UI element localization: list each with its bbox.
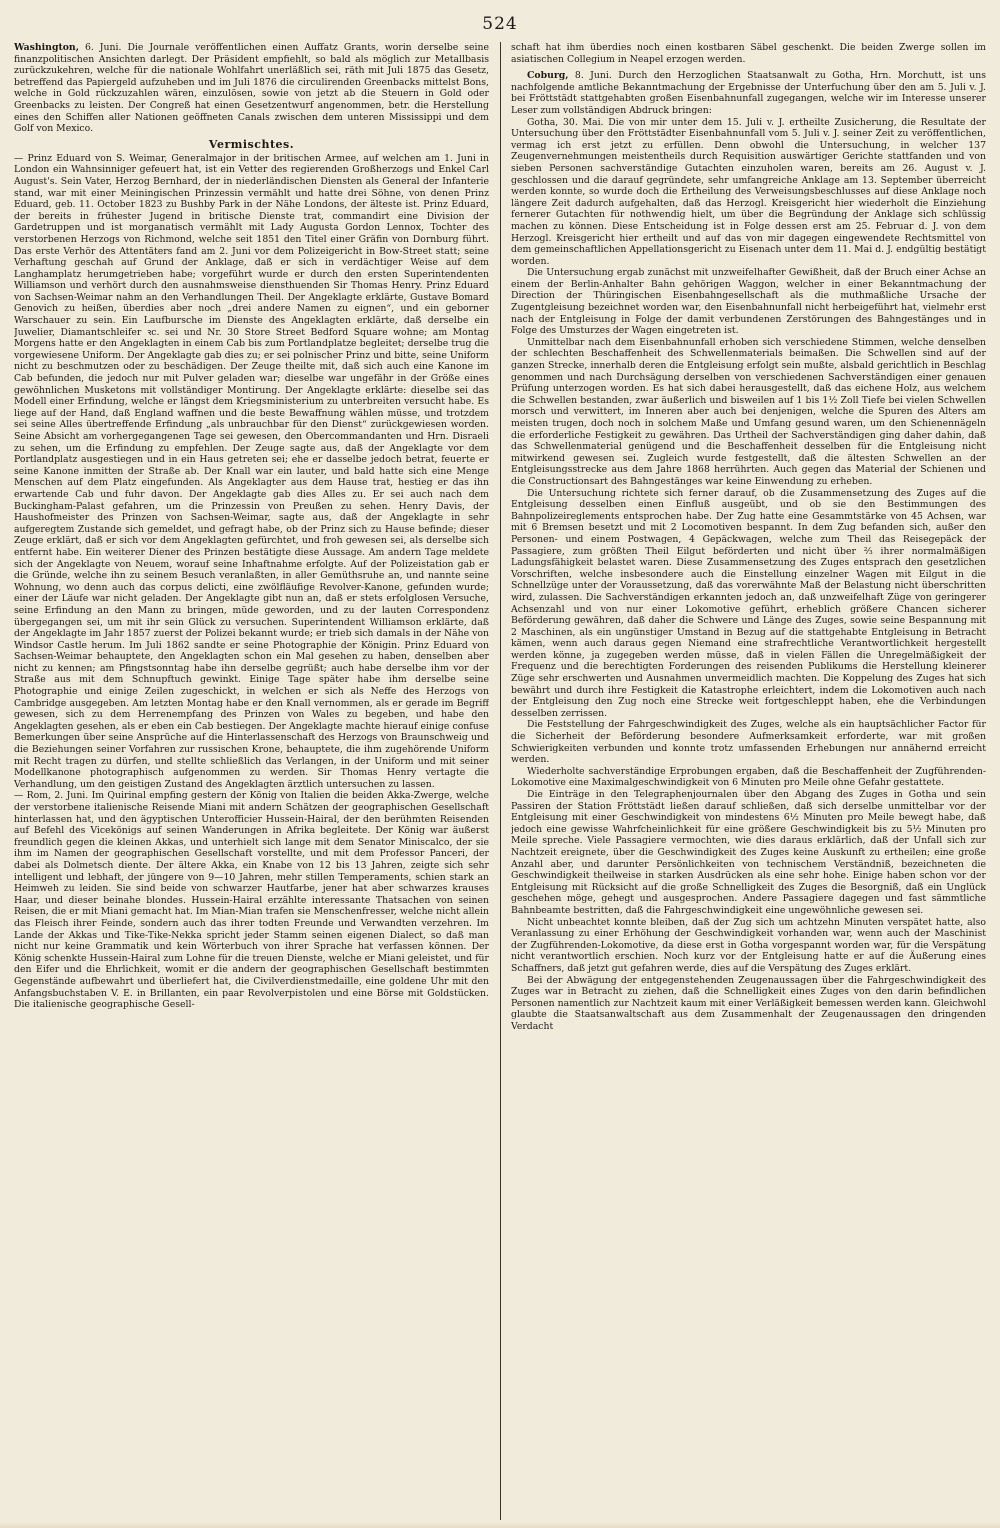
dateline-washington: Washington, (14, 42, 79, 53)
article-prinz-eduard: — Prinz Eduard von S. Weimar, Generalmajor in der britischen Armee, auf welchen am 1. Juni in London ein Wahnsinniger gefeuert hat, ist ein Vetter des regierenden Großherzogs und Enkel Carl August's. Sein Vater, Herzog Bernhard, der in niederländischen Diensten als General der Infanterie stand, war mit einer Meiningischen Prinzessin vermählt und hatte drei Söhne, von denen Prinz Eduard, geb. 11. October 1823 zu Bushby Park in der Nähe Londons, der älteste ist. Prinz Eduard, der bereits in frühester Jugend in britische Dienste trat, commandirt eine Division der Gardetruppen und ist morganatisch vermählt mit Lady Augusta Gordon Lennox, Tochter des verstorbenen Herzogs von Richmond, welche seit 1851 den Titel einer Gräfin von Dornburg führt. Das erste Verhör des Attentäters fand am 2. Juni vor dem Polizeigericht in Bow-Street statt; seine Verhaftung geschah auf Grund der Anklage, daß er sich in verdächtiger Weise auf dem Langhamplatz herumgetrieben habe; vorgeführt wurde er durch den ersten Superintendenten Williamson und verhört durch den ausnahmsweise diensthuenden Sir Thomas Henry. Prinz Eduard von Sachsen-Weimar nahm an den Verhandlungen Theil. Der Angeklagte erklärte, Gustave Bomard Genovich zu heißen, überdies aber noch „drei andere Namen zu eignen“, und ein geborner Warschauer zu sein. Ein Laufbursche im Dienste des Angeklagten erklärte, daß derselbe ein Juwelier, Diamantschleifer ꝛc. sei und Nr. 30 Store Street Bedford Square wohne; am Montag Morgens hatte er den Angeklagten in einem Cab bis zum Portlandplatze begleitet; derselbe trug die vorgewiesene Uniform. Der Angeklagte gab dies zu; er sei polnischer Prinz und bitte, seine Uniform nicht zu beschmutzen oder zu beschädigen. Der Zeuge theilte mit, daß sich auch eine Kanone im Cab befunden, die jedoch nur mit Pulver geladen war; dieselbe war ungefähr in der Größe eines gewöhnlichen Musketons mit vollständiger Montirung. Der Angeklagte erklärte: dieselbe sei das Modell einer Erfindung, welche er längst dem Kriegsministerium zu unterbreiten versucht habe. Es liege auf der Hand, daß England waffnen und die beste Bewaffnung wählen müsse, und trotzdem sei seine Alles übertreffende Erfindung „als unbrauchbar für den Dienst“ zurückgewiesen worden. Seine Absicht am vorhergegangenen Tage sei gewesen, den Obercommandanten und Hrn. Disraeli zu sehen, um die Erfindung zu empfehlen. Der Zeuge sagte aus, daß der Angeklagte vor dem Portlandplatz ausgestiegen und in ein Haus getreten sei; ehe er dasselbe jedoch betrat, feuerte er seine Kanone inmitten der Straße ab. Der Knall war ein lauter, und bald hatte sich eine Menge Menschen auf dem Platz eingefunden. Als Angeklagter aus dem Hause trat, hestieg er das ihn erwartende Cab und fuhr davon. Der Angeklagte gab dies Alles zu. Er sei auch nach dem Buckingham-Palast gefahren, um die Prinzessin von Preußen zu sehen. Henry Davis, der Haushofmeister des Prinzen von Sachsen-Weimar, sagte aus, daß der Angeklagte in sehr aufgeregtem Zustande sich gemeldet, und gefragt habe, ob der Prinz sich zu Hause befinde; dieser Zeuge erklärt, daß er sich vor dem Angeklagten gefürchtet, und froh gewesen sei, als derselbe sich entfernt habe. Ein weiterer Diener des Prinzen bestätigte diese Aussage. Am andern Tage meldete sich der Angeklagte von Neuem, worauf seine Inhaftnahme erfolgte. Auf der Polizeistation gab er die Gründe, welche ihn zu seinem Besuch veranlaßten, in aller Gemüthsruhe an, und nannte seine Wohnung, wo denn auch das corpus delicti, eine zwölfläufige Revolver-Kanone, gefunden wurde; einer der Läufe war nicht geladen. Der Angeklagte gibt nun an, daß er stets erfolglosen Versuche, seine Erfindung an den Mann zu bringen, müde geworden, und zu der lauten Correspondenz übergegangen sei, um mit ihr sein Glück zu versuchen. Superintendent Williamson erklärte, daß der Angeklagte im Jahr 1857 zuerst der Polizei bekannt wurde; er trieb sich damals in der Nähe von Windsor Castle herum. Im Juli 1862 sandte er seine Photographie der Königin. Prinz Eduard von Sachsen-Weimar behauptete, den Angeklagten schon ein Mal gesehen zu haben, denselben aber nicht zu kennen; am Pfingstsonntag habe ihn derselbe gegrüßt; auch habe derselbe ihm vor der Straße aus mit dem Schnupftuch gewinkt. Einige Tage später habe ihm derselbe seine Photographie und einige Zeilen zugeschickt, in welchen er sich als Neffe des Herzogs von Cambridge ausgegeben. Am letzten Montag habe er den Knall vernommen, als er gerade im Begriff gewesen, sich zu dem Herrenempfang des Prinzen von Wales zu begeben, und habe den Angeklagten gesehen, als er eben ein Cab bestiegen. Der Angeklagte machte hierauf einige confuse Bemerkungen über seine Ansprüche auf die Hinterlassenschaft des Herzogs von Braunschweig und die Beziehungen seiner Vorfahren zur russischen Krone, behauptete, die ihm zugehörende Uniform mit Recht tragen zu dürfen, und stellte schließlich das Verlangen, in der Uniform und mit seiner Modellkanone photographisch aufgenommen zu werden. Sir Thomas Henry vertagte die Verhandlung, um den geistigen Zustand des Angeklagten ärztlich untersuchen zu lassen. (14, 152, 489, 790)
washington-dispatch (14, 42, 489, 135)
section-heading-vermischtes: Vermischtes. (208, 137, 295, 151)
dateline-coburg: Coburg, (527, 70, 569, 82)
article-paragraph: Die Feststellung der Fahrgeschwindigkeit des Zuges, welche als ein hauptsächlicher Factor für die Sicherheit der Beförderung besondere Aufmerksamkeit erforderte, war mit großen Schwierigkeiten verbunden und konnte trotz umfassenden Erhebungen nur annähernd erreicht werden. (511, 719, 986, 766)
article-columns (14, 42, 986, 1520)
article-rom: — Rom, 2. Juni. Im Quirinal empfing gestern der König von Italien die beiden Akka-Zwerge, welche der verstorbene italienische Reisende Miani mit andern Schätzen der geographischen Gesellschaft hinterlassen hat, und den ägyptischen Unterofficier Hussein-Hairal, der den berühmten Reisenden auf Befehl des Vicekönigs auf seinen Wanderungen in Afrika begleitete. Der König war äußerst freundlich gegen die kleinen Akkas, und unterhielt sich lange mit dem Senator Miniscalco, der sie ihm im Namen der geographischen Gesellschaft vorstellte, und mit dem Professor Panceri, der dabei als Dolmetsch diente. Der ältere Akka, ein Knabe von 12 bis 13 Jahren, zeigte sich sehr intelligent und lebhaft, der jüngere von 9—10 Jahren, mehr stillen Temperaments, schien stark an Heimweh zu leiden. Sie sind beide von schwarzer Hautfarbe, jener hat aber schwarzes krauses Haar, und dieser beinahe blondes. Hussein-Hairal erzählte interessante Thatsachen von seinen Reisen, die er mit Miani gemacht hat. Im Mian-Mian trafen sie Menschenfresser, welche nicht allein das Fleisch ihrer Feinde, sondern auch das ihrer todten Freunde und Verwandten verzehren. Im Lande der Akkas und Tike-Tike-Nekka spricht jeder Stamm seinen eigenen Dialect, so daß man nicht nur keine Grammatik und kein Wörterbuch von ihrer Sprache hat verfassen können. Der König schenkte Hussein-Hairal zum Lohne für die treuen Dienste, welche er Miani geleistet, und für den Eifer und die Ehrlichkeit, womit er die andern der geographischen Gesellschaft bestimmten Gegenstände aufbewahrt und überliefert hat, die Civilverdienstmedaille, eine goldene Uhr mit den Anfangsbuchstaben V. E. in Brillanten, ein paar Revolverpistolen und eine Börse mit Goldstücken. Die italienische geographische Gesell- (14, 790, 489, 1011)
coburg-text: 8. Juni. Durch den Herzoglichen Staatsanwalt zu Gotha, Hrn. Morchutt, ist uns nachfolgende amtliche Bekanntmachung der Ergebnisse der Unterfuchung über den am 5. Juli v. J. bei Fröttstädt stattgehabten großen Eisenbahnunfall zugegangen, welche wir im Interesse unserer Leser zum vollständigen Abdruck bringen: (511, 70, 986, 116)
left-column (14, 42, 489, 1520)
right-column (511, 42, 986, 1520)
column-divider (500, 42, 501, 1520)
washington-text: 6. Juni. Die Journale veröffentlichen einen Auffatz Grants, worin derselbe seine finanzpolitischen Ansichten darlegt. Der Präsident empfiehlt, so bald als möglich zur Metallbasis zurückzukehren, welche für die nationale Wohlfahrt unerläßlich sei, räth mit Juli 1875 das Gesetz, betreffend das Papiergeld aufzuheben und im Juli 1876 die circulirenden Greenbacks mittelst Bons, welche in Gold rückzuzahlen wären, einzulösen, sowie von jetzt ab die Steuern in Gold oder Greenbacks zu leisten. Der Congreß hat einen Gesetzentwurf angenommen, betr. die Herstellung eines den Schiffen aller Nationen geöffneten Canals zwischen dem unteren Mississippi und dem Golf von Mexico. (14, 42, 489, 135)
article-paragraph: Die Untersuchung richtete sich ferner darauf, ob die Zusammensetzung des Zuges auf die Entgleisung desselben einen Einfluß ausgeübt, und ob sie den Bestimmungen des Bahnpolizeireglements entsprochen habe. Der Zug hatte eine Gesammtstärke von 45 Achsen, war mit 6 Bremsen besetzt und mit 2 Locomotiven bespannt. In dem Zug befanden sich, außer den Personen- und einem Postwagen, 4 Gepäckwagen, welche zum Theil das Reisegepäck der Passagiere, zum größten Theil Eilgut beförderten und nicht über ⅔ ihrer normalmäßigen Ladungsfähigkeit belastet waren. Diese Zusammensetzung des Zuges entsprach den gesetzlichen Vorschriften, welche insbesondere auch die Einstellung einzelner Wagen mit Eilgut in die Schnellzüge unter der Voraussetzung, daß das vorerwähnte Maß der Belastung nicht überschritten wird, zulassen. Die Sachverständigen erkannten jedoch an, daß unzweifelhaft Züge von geringerer Achsenzahl und von nur einer Lokomotive geführt, erheblich größere Chancen sicherer Beförderung gewähren, daß daher die Schwere und Länge des Zuges, sowie seine Bespannung mit 2 Maschinen, als ein ungünstiger Umstand in Bezug auf die stattgehabte Entgleisung in Betracht kämen, wenn auch daraus gegen Niemand eine strafrechtliche Verantwortlichkeit hergestellt werden könne, ja zugegeben werden müsse, daß in vielen Fällen die Unregelmäßigkeit der Frequenz und die berechtigten Forderungen des reisenden Publikums die Herstellung kleinerer Züge sehr erschwerten und Ausnahmen unvermeidlich machten. Die Koppelung des Zuges hat sich bewährt und durch ihre Festigkeit die Katastrophe erleichtert, indem die Lokomotiven auch nach der Entgleisung den Zug noch eine Strecke weit fortgeschleppt haben, ehe die Verbindungen desselben zerrissen. (511, 487, 986, 719)
page-edge-shading (0, 1522, 1000, 1528)
article-paragraph: Die Einträge in den Telegraphenjournalen über den Abgang des Zuges in Gotha und sein Passiren der Station Fröttstädt ließen darauf schließen, daß sich derselbe unmittelbar vor der Entgleisung mit einer Geschwindigkeit von mindestens 6½ Minuten pro Meile bewegt habe, daß jedoch eine gewisse Wahrfcheinlichkeit für eine größere Geschwindigkeit bis zu 5½ Minuten pro Meile spreche. Viele Passagiere vermochten, wie dies daraus erklärlich, daß der Unfall sich zur Nachtzeit ereignete, über die Geschwindigkeit des Zuges keine Auskunft zu ertheilen; eine große Anzahl aber, und darunter Persönlichkeiten von technischem Verständniß, bezeichneten die Geschwindigkeit theilweise in starken Ausdrücken als eine sehr hohe. Einige haben schon vor der Entgleisung mit Rücksicht auf die große Schnelligkeit des Zuges die Besorgniß, daß ein Unglück geschehen möge, gehegt und ausgesprochen. Andere Passagiere dagegen und fast sämmtliche Bahnbeamte bestritten, daß die Fahrgeschwindigkeit eine ungewöhnliche gewesen sei. (511, 789, 986, 916)
coburg-dispatch (511, 70, 986, 116)
article-paragraph: Unmittelbar nach dem Eisenbahnunfall erhoben sich verschiedene Stimmen, welche denselben der schlechten Beschaffenheit des Schwellenmaterials beimaßen. Die Schwellen sind auf der ganzen Strecke, innerhalb deren die Entgleisung erfolgt sein mußte, alsbald gerichtlich in Beschlag genommen und nach Durchsägung derselben von verschiedenen Sachverständigen einer genauen Prüfung unterzogen worden. Es hat sich dabei herausgestellt, daß das eichene Holz, aus welchem die Schwellen bestanden, zwar äußerlich und bisweilen auf 1 bis 1½ Zoll Tiefe bei vielen Schwellen morsch und verwittert, im Inneren aber auch bei denjenigen, welche die Spuren des Alters am meisten trugen, doch noch in solchem Maße und Umfang gesund waren, um den Schienennägeln die erforderliche Festigkeit zu gewähren. Das Urtheil der Sachverständigen ging daher dahin, daß das Schwellenmaterial genügend und die Beschaffenheit desselben für die Entgleisung nicht mitwirkend gewesen sei. Zugleich wurde festgestellt, daß die ältesten Schwellen an der Entgleisungsstrecke aus dem Jahre 1868 herrührten. Auch gegen das Material der Schienen und die Constructionsart des Bahngestänges war keine Einwendung zu erheben. (511, 336, 986, 487)
article-rom-continuation: schaft hat ihm überdies noch einen kostbaren Säbel geschenkt. Die beiden Zwerge sollen im asiatischen Collegium in Neapel erzogen werden. (511, 42, 986, 65)
page-number: 524 (482, 14, 518, 34)
article-paragraph: Bei der Abwägung der entgegenstehenden Zeugenaussagen über die Fahrgeschwindigkeit des Zuges war in Betracht zu ziehen, daß die Schnelligkeit eines Zuges von den darin befindlichen Personen namentlich zur Nachtzeit kaum mit einer Verläßigkeit bemessen werden kann. Gleichwohl glaubte die Staatsanwaltschaft aus dem Zusammenhalt der Zeugenaussagen den dringenden Verdacht (511, 974, 986, 1032)
article-paragraph: Nicht unbeachtet konnte bleiben, daß der Zug sich um achtzehn Minuten verspätet hatte, also Veranlassung zu einer Erhöhung der Geschwindigkeit vorhanden war, wenn auch der Maschinist der Zugführenden-Lokomotive, da diese erst in Gotha vorgespannt worden war, für die Verspätung nicht verantwortlich erschien. Noch kurz vor der Entgleisung hatte er auf die Äußerung eines Schaffners, daß jetzt gut gefahren werde, dies auf die Verspätung des Zuges erklärt. (511, 916, 986, 974)
article-paragraph: Die Untersuchung ergab zunächst mit unzweifelhafter Gewißheit, daß der Bruch einer Achse an einem der Berlin-Anhalter Bahn gehörigen Waggon, welcher in einer Bekanntmachung der Direction der Thüringischen Eisenbahngesellschaft als die muthmaßliche Ursache der Zugentgleisung bezeichnet worden war, den Eisenbahnunfall nicht herbeigeführt hat, vielmehr erst nach der Entgleisung in Folge der damit verbundenen Zerstörungen des Bahngestänges und in Folge des Umsturzes der Wagen eingetreten ist. (511, 267, 986, 337)
article-paragraph: Wiederholte sachverständige Erprobungen ergaben, daß die Beschaffenheit der Zugführenden-Lokomotive eine Maximalgeschwindigkeit von 6 Minuten pro Meile ohne Gefahr gestattete. (511, 765, 986, 789)
article-paragraph: Gotha, 30. Mai. Die von mir unter dem 15. Juli v. J. ertheilte Zusicherung, die Resultate der Untersuchung über den Fröttstädter Eisenbahnunfall vom 5. Juli v. J. seiner Zeit zu veröffentlichen, vermag ich erst jetzt zu erfüllen. Denn obwohl die Untersuchung, in welcher 137 Zeugenvernehmungen meistentheils durch Requisition auswärtiger Gerichte stattfanden und von sieben Personen sachverständige Gutachten einzuholen waren, bereits am 26. August v. J. geschlossen und die darauf gegründete, sehr umfangreiche Anklage am 13. September überreicht werden konnte, so wurde doch die Ertheilung des Verweisungsbeschlusses auf diese Anklage noch längere Zeit dadurch aufgehalten, daß das Herzogl. Kreisgericht hier wiederholt die Einziehung fernerer Gutachten für nothwendig hielt, um über die Begründung der Anklage sich schlüssig machen zu können. Diese Entscheidung ist in Folge dessen erst am 25. Februar d. J. von dem Herzogl. Kreisgericht hier ertheilt und auf das von mir dagegen eingewendete Rechtsmittel von dem gemeinschaftlichen Appellationsgericht zu Eisenach unter dem 11. Mai d. J. endgültig bestätigt worden. (511, 116, 986, 267)
